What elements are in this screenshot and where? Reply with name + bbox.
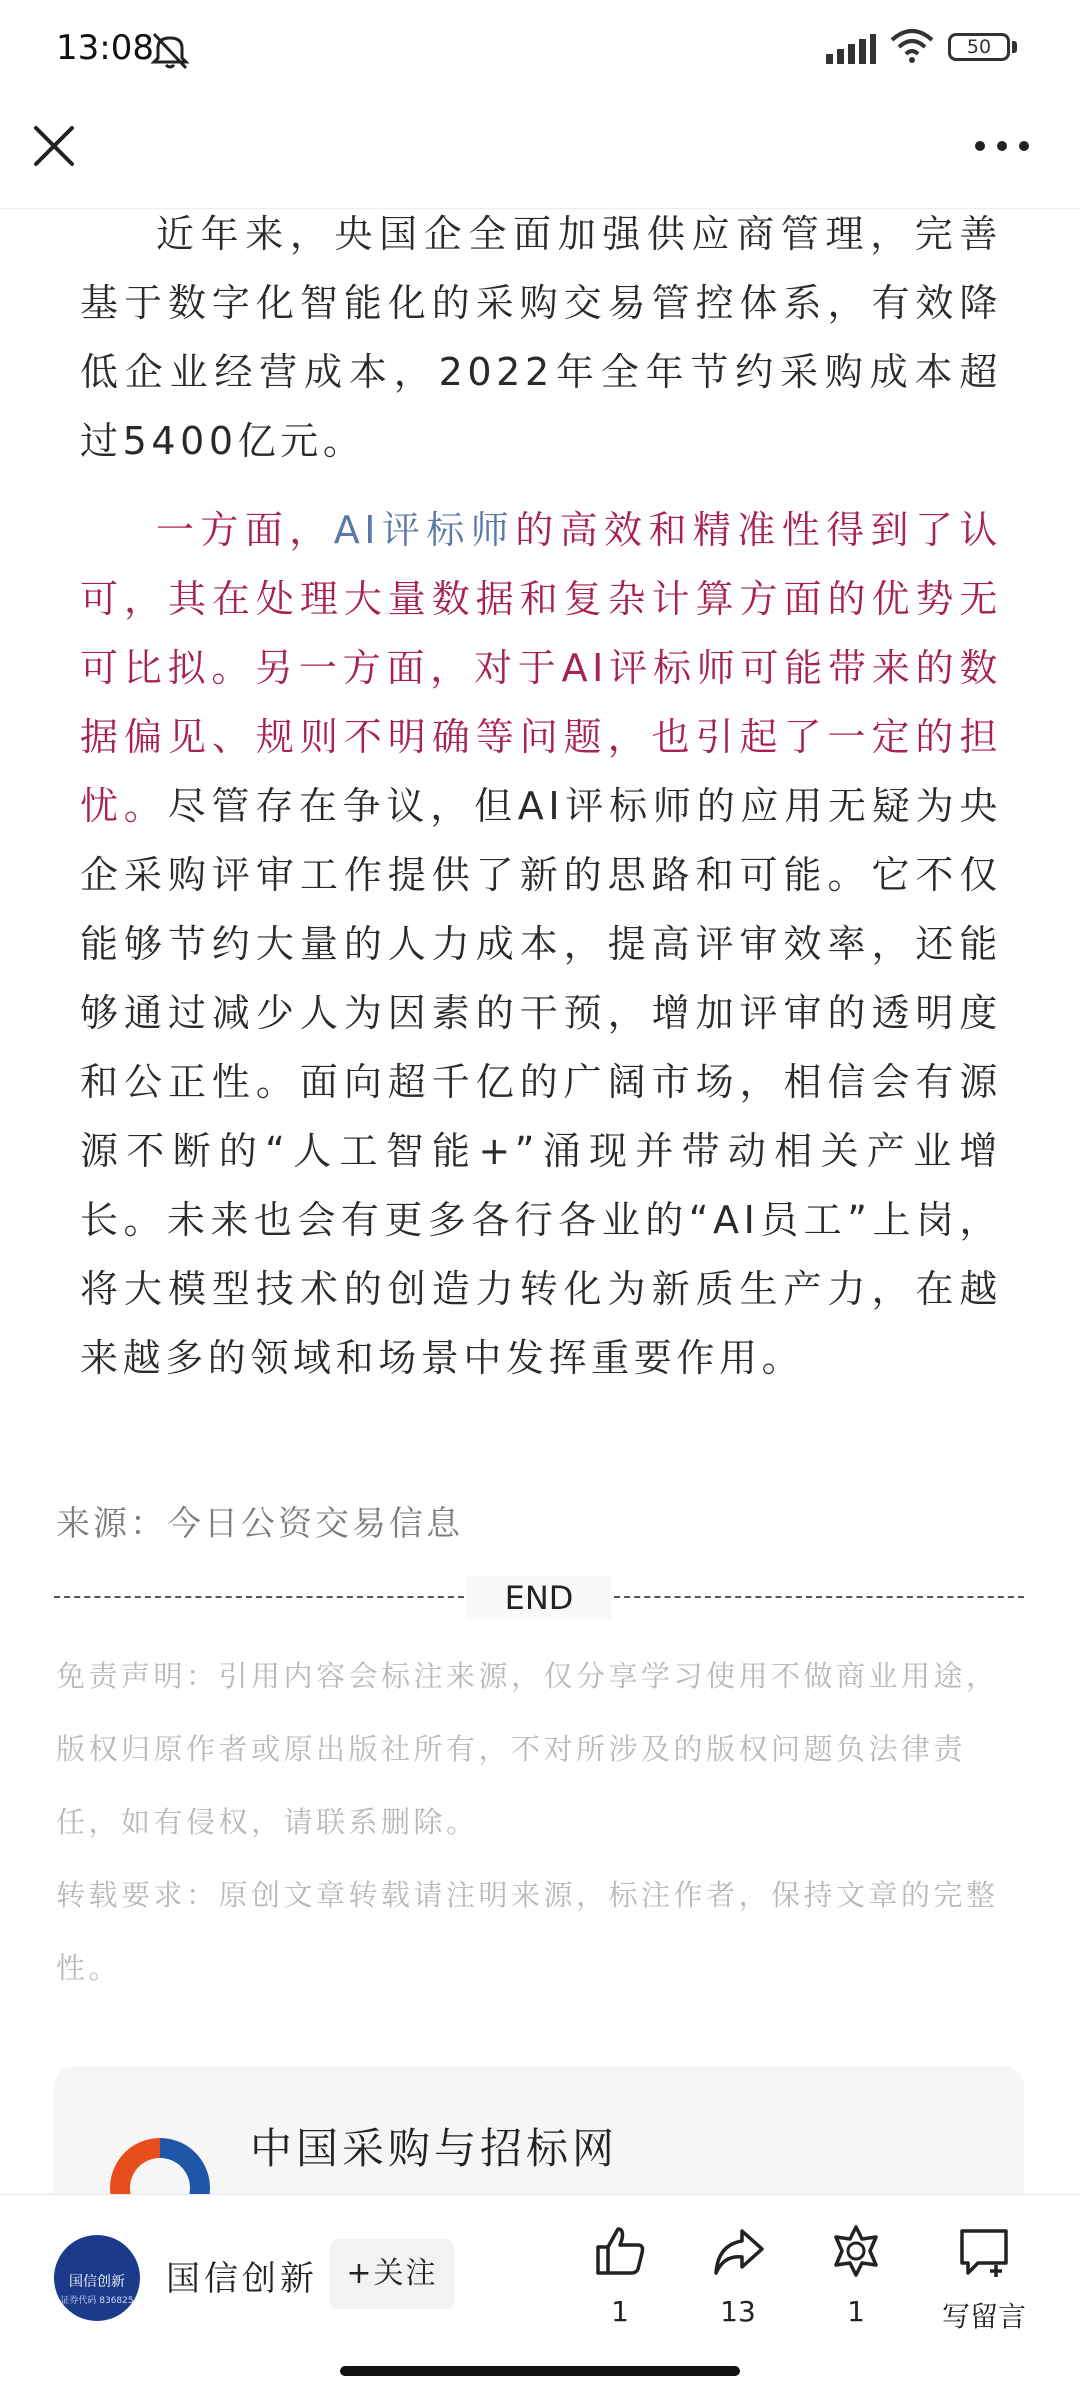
status-time: 13:08: [56, 28, 154, 68]
battery-indicator: 50: [948, 33, 1010, 61]
mute-bell-icon: [148, 30, 192, 70]
share-arrow-icon: [710, 2223, 766, 2279]
battery-tip: [1012, 41, 1017, 53]
disclaimer-text: 免责声明：引用内容会标注来源，仅分享学习使用不做商业用途，版权归原作者或原出版社所有，不对所涉及的版权问题负法律责任，如有侵权，请联系删除。: [56, 1659, 999, 1839]
reprint-requirement-text: 转载要求：原创文章转载请注明来源，标注作者，保持文章的完整性。: [56, 1878, 999, 1985]
account-name[interactable]: 国信创新: [166, 2259, 318, 2299]
like-button[interactable]: [570, 2223, 670, 2328]
share-count: 13: [720, 2295, 756, 2328]
more-options-icon[interactable]: [972, 122, 1032, 170]
disclaimer: [56, 1640, 1016, 2005]
wow-button[interactable]: [806, 2223, 906, 2328]
end-label: END: [466, 1576, 612, 1620]
avatar-text: 国信创新: [69, 2274, 125, 2290]
signal-icon: [826, 34, 876, 64]
article-paragraph-1: 近年来，央国企全面加强供应商管理，完善基于数字化智能化的采购交易管控体系，有效降低企业经营成本，2022年全年节约采购成本超过5400亿元。: [80, 212, 1002, 463]
avatar[interactable]: [54, 2235, 140, 2321]
status-bar: [0, 0, 1080, 100]
divider-line-left: [54, 1596, 464, 1598]
home-indicator[interactable]: [340, 2366, 740, 2376]
comment-plus-icon: [956, 2223, 1012, 2279]
card-title: 中国采购与招标网: [250, 2124, 619, 2173]
close-icon[interactable]: [30, 122, 78, 170]
article-source: 来源：今日公资交易信息: [56, 1504, 463, 1544]
highlight-term: AI评标师: [333, 508, 516, 552]
divider-line-right: [614, 1596, 1024, 1598]
paragraph-text: 尽管存在争议，但AI评标师的应用无疑为央企采购评审工作提供了新的思路和可能。它不仅能够节约大量的人力成本，提高评审效率，还能够通过减少人为因素的干预，增加评审的透明度和公正性。面向超千亿的广阔市场，相信会有源源不断的“人工智能+”涌现并带动相关产业增长。未来也会有更多各行各业的“AI员工”上岗，将大模型技术的创造力转化为新质生产力，在越来越多的领域和场景中发挥重要作用。: [80, 784, 1002, 1380]
avatar-subtext: 证券代码 836825: [60, 2296, 134, 2306]
thumbs-up-icon: [592, 2223, 648, 2279]
comment-button[interactable]: [924, 2223, 1044, 2335]
follow-button[interactable]: +关注: [330, 2239, 454, 2309]
end-divider: [54, 1576, 1024, 1620]
like-count: 1: [611, 2295, 629, 2328]
nav-bar: [0, 100, 1080, 209]
wow-star-icon: [828, 2223, 884, 2279]
share-button[interactable]: [688, 2223, 788, 2328]
article-paragraph-2: [80, 496, 1002, 1393]
wow-count: 1: [847, 2295, 865, 2328]
comment-label: 写留言: [941, 2300, 1026, 2333]
highlight-text: 一方面，: [156, 508, 334, 552]
article-body: [80, 200, 1002, 1393]
highlight-text-2: 的高效和精准性得到了认可，其在处理大量数据和复杂计算方面的优势无可比拟。另一方面，对于AI评标师可能带来的数据偏见、规则不明确等问题，也引起了一定的担忧。: [80, 508, 1003, 828]
wifi-icon: [890, 28, 934, 64]
